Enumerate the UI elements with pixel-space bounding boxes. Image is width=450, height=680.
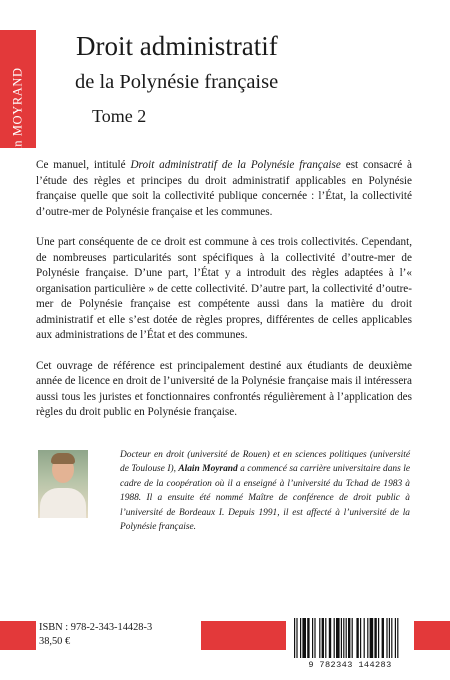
barcode-bar <box>329 618 331 658</box>
description-paragraph-3: Cet ouvrage de référence est principalement destiné aux étudiants de deuxième année de licence en droit de l’université de la Polynésie française mais il intéressera aussi tous les juristes et fonctionnaires confrontés régulièrement à l’application des règles du droit public en Polynésie française. <box>36 359 412 418</box>
barcode-bar <box>319 618 320 658</box>
barcode-block <box>286 614 414 672</box>
barcode-bar <box>314 618 315 658</box>
barcode-bar <box>374 618 376 658</box>
barcode-bar <box>325 618 326 658</box>
barcode-bar <box>312 618 313 658</box>
barcode-bar <box>300 618 301 658</box>
barcode-bar <box>307 618 309 658</box>
description-paragraph-1: Ce manuel, intitulé Droit administratif de la Polynésie française est consacré à l’étude des règles et principes du droit administratif applicables en Polynésie française quelle que soit la collectivité publique concernée : l’État, la collectivité d’outre-mer de Polynésie française et les communes. <box>36 159 412 218</box>
back-cover-description <box>36 158 412 436</box>
barcode-bar <box>378 618 379 658</box>
barcode-bar <box>343 618 344 658</box>
barcode-bar <box>346 618 347 658</box>
barcode-bar <box>382 618 384 658</box>
barcode-number: 9 782343 144283 <box>308 660 392 670</box>
barcode-bar <box>367 618 368 658</box>
barcode-bar <box>296 618 297 658</box>
barcode-bar <box>370 618 374 658</box>
price-text: 38,50 € <box>39 636 71 647</box>
barcode-bar <box>395 618 396 658</box>
barcode-bar <box>341 618 342 658</box>
barcode-bar <box>294 618 295 658</box>
barcode-bar <box>364 618 365 658</box>
barcode-bar <box>386 618 387 658</box>
author-portrait-photo <box>38 450 88 518</box>
isbn-text: ISBN : 978-2-343-14428-3 <box>39 622 153 633</box>
barcode-bar <box>334 618 335 658</box>
barcode-bar <box>360 618 361 658</box>
author-name-vertical: Alain MOYRAND <box>10 67 25 171</box>
book-title: Droit administratif <box>76 31 278 61</box>
barcode-bar <box>302 618 306 658</box>
book-subtitle: de la Polynésie française <box>75 71 279 93</box>
barcode-bar <box>397 618 398 658</box>
author-spine-tab <box>0 30 36 171</box>
barcode-bar <box>356 618 358 658</box>
ean13-barcode-icon <box>286 614 414 660</box>
barcode-bar <box>322 618 324 658</box>
barcode-bar <box>391 618 392 658</box>
barcode-bar <box>348 618 350 658</box>
barcode-bar <box>336 618 340 658</box>
volume-label: Tome 2 <box>92 106 147 126</box>
barcode-bar <box>352 618 353 658</box>
book-title-italic: Droit administratif de la Polynésie française <box>130 159 341 171</box>
author-name-bold: Alain Moyrand <box>178 464 238 475</box>
barcode-bar <box>389 618 390 658</box>
description-paragraph-2: Une part conséquente de ce droit est commune à ces trois collectivités. Cependant, de nombreuses particularités sont spécifiques à la collectivité d’outre-mer de Polynésie française. D’une part, l’État y a introduit des règles adaptées à l’« organisation particulière » de cette collectivité. D’autre part, la collectivité d’outre-mer de Polynésie française est compétente aussi dans la matière du droit administratif et elle s’est dotée de règles propres, différentes de celles applicables aux administrations de l’État et des communes. <box>36 236 412 341</box>
isbn-price-block <box>36 620 201 652</box>
author-biography: Docteur en droit (université de Rouen) et en sciences politiques (université de Toulouse I), Alain Moyrand a commencé sa carrière universitaire dans le cadre de la coopération où il a enseigné à l’université du Tchad de 1983 à 1988. Il a ensuite été nommé Maître de conférence de droit public à l’université de Bordeaux I. Depuis 1991, il est affecté à l’université de la Polynésie française. <box>120 450 410 533</box>
